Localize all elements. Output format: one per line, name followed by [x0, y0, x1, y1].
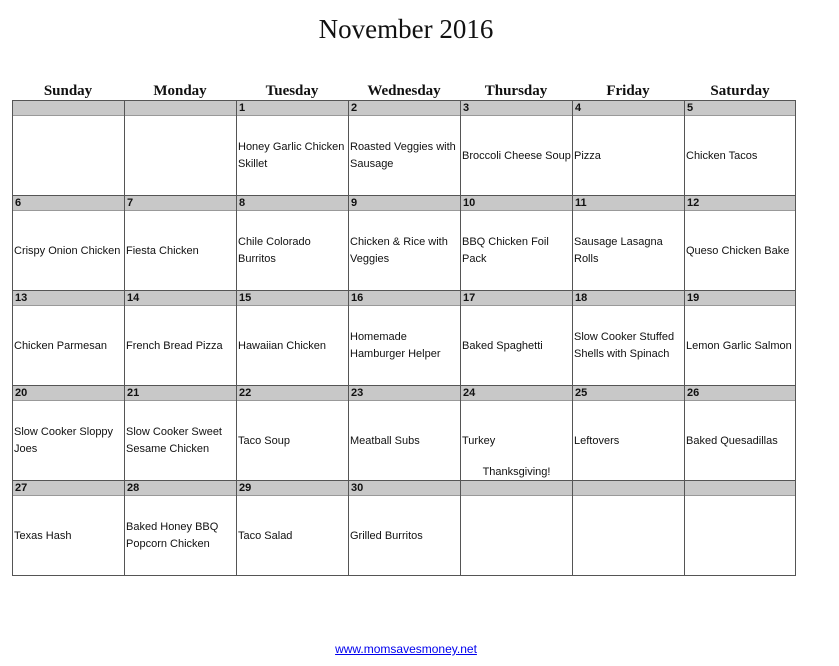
- meal-text: Roasted Veggies with Sausage: [350, 141, 456, 170]
- day-number: 26: [685, 386, 795, 401]
- day-number: 11: [573, 196, 684, 211]
- meal-text: Crispy Onion Chicken: [14, 244, 121, 257]
- meal-text: Taco Salad: [238, 529, 293, 542]
- day-cell: [572, 290, 684, 385]
- day-number: 30: [349, 481, 460, 496]
- day-cell: [124, 100, 236, 195]
- day-number: [573, 481, 684, 496]
- day-cell: [124, 385, 236, 480]
- day-cell: [572, 100, 684, 195]
- day-number: 5: [685, 101, 795, 116]
- day-number: 23: [349, 386, 460, 401]
- day-number: 17: [461, 291, 572, 306]
- meal-text: Baked Honey BBQ Popcorn Chicken: [126, 521, 219, 550]
- day-number: [13, 101, 124, 116]
- day-cell: [12, 290, 124, 385]
- day-number: 20: [13, 386, 124, 401]
- day-number: 2: [349, 101, 460, 116]
- week-row: [12, 290, 796, 385]
- meal-text: Pizza: [574, 149, 601, 162]
- day-cell: [460, 480, 572, 576]
- day-cell: [572, 195, 684, 290]
- week-row: [12, 385, 796, 480]
- meal-text: Chicken & Rice with Veggies: [350, 236, 448, 265]
- day-number: 16: [349, 291, 460, 306]
- weekday-wednesday: Wednesday: [367, 83, 441, 99]
- meal-text: Slow Cooker Stuffed Shells with Spinach: [574, 331, 675, 360]
- day-cell: [684, 290, 796, 385]
- day-cell: [460, 290, 572, 385]
- day-cell: [12, 385, 124, 480]
- meal-text: Chicken Tacos: [686, 149, 758, 162]
- meal-text: Slow Cooker Sloppy Joes: [14, 426, 114, 455]
- day-number: 13: [13, 291, 124, 306]
- weekday-tuesday: Tuesday: [265, 83, 319, 99]
- calendar-grid: [12, 100, 796, 576]
- week-row: [12, 195, 796, 290]
- calendar-title: November 2016: [318, 14, 494, 44]
- meal-text: Fiesta Chicken: [126, 244, 199, 257]
- meal-text: Slow Cooker Sweet Sesame Chicken: [126, 426, 222, 455]
- meal-text: BBQ Chicken Foil Pack: [462, 236, 549, 265]
- meal-text: Meatball Subs: [350, 434, 420, 447]
- meal-text: [462, 497, 571, 575]
- day-cell: [684, 100, 796, 195]
- day-cell: [124, 290, 236, 385]
- weekday-sunday: Sunday: [43, 83, 93, 99]
- day-number: 12: [685, 196, 795, 211]
- day-cell: [236, 385, 348, 480]
- meal-text: Texas Hash: [14, 529, 72, 542]
- meal-text: Sausage Lasagna Rolls: [574, 236, 663, 265]
- day-number: [461, 481, 572, 496]
- meal-text: [126, 117, 235, 195]
- day-cell: [572, 480, 684, 576]
- day-number: 7: [125, 196, 236, 211]
- day-number: 4: [573, 101, 684, 116]
- day-number: 10: [461, 196, 572, 211]
- day-number: 18: [573, 291, 684, 306]
- meal-text: Leftovers: [574, 434, 620, 447]
- meal-text: Chicken Parmesan: [14, 339, 107, 352]
- weekday-header-row: [12, 82, 796, 100]
- day-number: 1: [237, 101, 348, 116]
- day-number: 25: [573, 386, 684, 401]
- weekday-saturday: Saturday: [710, 83, 770, 99]
- day-number: 6: [13, 196, 124, 211]
- day-cell: [460, 385, 572, 480]
- day-note: Thanksgiving!: [482, 466, 551, 478]
- meal-text: [686, 497, 794, 575]
- day-number: 15: [237, 291, 348, 306]
- day-number: [685, 481, 795, 496]
- day-cell: [348, 480, 460, 576]
- day-cell: [460, 195, 572, 290]
- day-number: 19: [685, 291, 795, 306]
- day-cell: [684, 480, 796, 576]
- meal-text: Queso Chicken Bake: [686, 244, 790, 257]
- meal-text: Baked Quesadillas: [686, 434, 778, 447]
- day-cell: [348, 195, 460, 290]
- day-cell: [460, 100, 572, 195]
- day-number: 3: [461, 101, 572, 116]
- day-cell: [124, 480, 236, 576]
- day-number: [125, 101, 236, 116]
- meal-text: Taco Soup: [238, 434, 290, 447]
- day-cell: [684, 385, 796, 480]
- meal-text: French Bread Pizza: [126, 339, 223, 352]
- meal-text: Homemade Hamburger Helper: [350, 331, 441, 360]
- day-number: 29: [237, 481, 348, 496]
- footer-link[interactable]: www.momsavesmoney.net: [335, 642, 477, 656]
- week-row: [12, 100, 796, 195]
- day-cell: [236, 195, 348, 290]
- meal-text: Chile Colorado Burritos: [238, 236, 311, 265]
- meal-text: Turkey: [462, 434, 496, 447]
- day-cell: [348, 385, 460, 480]
- day-cell: [236, 480, 348, 576]
- meal-text: Lemon Garlic Salmon: [686, 339, 792, 352]
- meal-text: Broccoli Cheese Soup: [462, 149, 571, 162]
- day-cell: [684, 195, 796, 290]
- meal-text: Hawaiian Chicken: [238, 339, 327, 352]
- day-cell: [348, 290, 460, 385]
- meal-text: Grilled Burritos: [350, 529, 423, 542]
- day-number: 21: [125, 386, 236, 401]
- weekday-thursday: Thursday: [484, 83, 548, 99]
- day-cell: [12, 195, 124, 290]
- day-number: 28: [125, 481, 236, 496]
- day-number: 14: [125, 291, 236, 306]
- weekday-monday: Monday: [153, 83, 207, 99]
- day-cell: [236, 100, 348, 195]
- day-number: 9: [349, 196, 460, 211]
- day-cell: [236, 290, 348, 385]
- day-cell: [572, 385, 684, 480]
- day-cell: [12, 480, 124, 576]
- day-cell: [124, 195, 236, 290]
- day-number: 22: [237, 386, 348, 401]
- meal-text: Honey Garlic Chicken Skillet: [238, 141, 345, 170]
- day-cell: [12, 100, 124, 195]
- week-row: [12, 480, 796, 576]
- day-number: 27: [13, 481, 124, 496]
- meal-text: Baked Spaghetti: [462, 339, 543, 352]
- weekday-friday: Friday: [606, 83, 650, 99]
- meal-text: [14, 117, 123, 195]
- day-number: 24: [461, 386, 572, 401]
- day-cell: [348, 100, 460, 195]
- day-number: 8: [237, 196, 348, 211]
- meal-text: [574, 497, 683, 575]
